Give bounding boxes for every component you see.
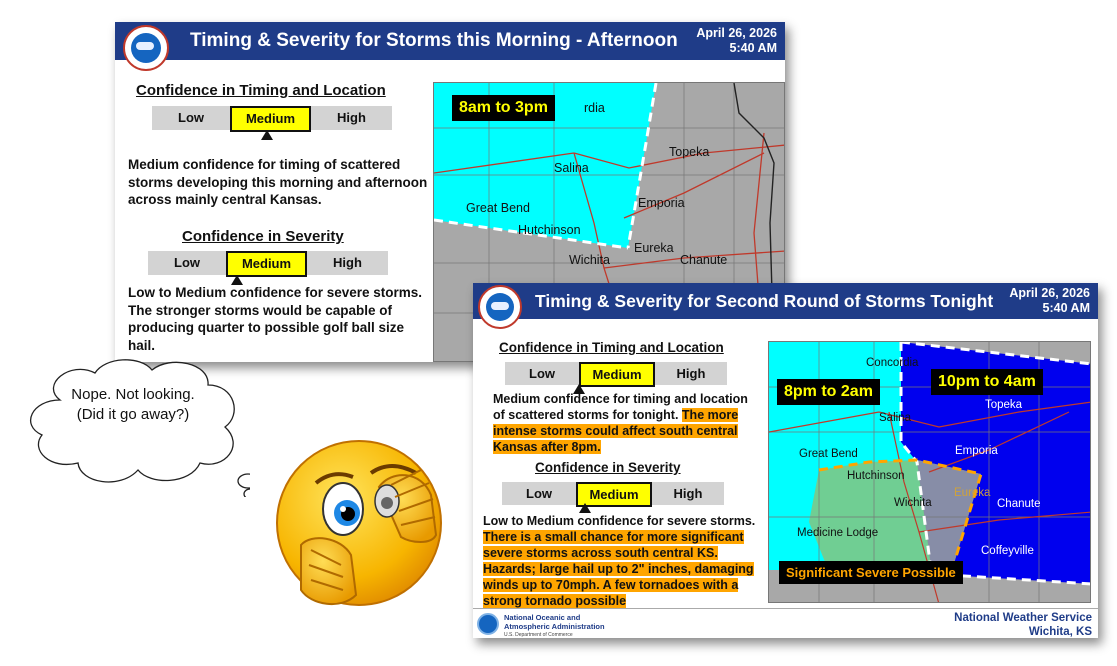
- city-label: Salina: [554, 161, 589, 175]
- city-label: Salina: [879, 412, 911, 424]
- thought-bubble-cloud: [20, 355, 250, 497]
- timing-text: Medium confidence for timing of scattered storms developing this morning and afternoon across mainly central Kansas.: [128, 157, 428, 207]
- severity-highlight-text: There is a small chance for more significant severe storms across south central KS. Hazards; large hail up to 2" inches, damaging winds up to 70mph. A few tornadoes with a strong tornado possible: [483, 530, 754, 608]
- time-window-label-west: 8pm to 2am: [777, 379, 880, 405]
- noaa-line1: National Oceanic and: [504, 613, 581, 622]
- slide-date: [1009, 286, 1090, 316]
- city-label: Concordia: [866, 357, 919, 369]
- scale-low: Low: [178, 110, 204, 125]
- timing-highlight-text: The more intense storms could affect south central Kansas after 8pm.: [493, 408, 739, 454]
- scale-low: Low: [529, 366, 555, 381]
- noaa-logo: [477, 613, 499, 635]
- thought-bubble-text: Nope. Not looking. (Did it go away?): [71, 386, 195, 423]
- time-window-label: 8am to 3pm: [452, 95, 555, 121]
- timing-heading: Confidence in Timing and Location: [499, 340, 724, 355]
- slide-title: Timing & Severity for Storms this Morning - Afternoon: [190, 30, 678, 51]
- city-label: Coffeyville: [981, 545, 1034, 557]
- slide-header: [473, 283, 1098, 319]
- scale-medium: Medium: [576, 482, 652, 507]
- date-text: April 26, 2026: [1009, 286, 1090, 300]
- nws-logo: [123, 25, 169, 71]
- city-label: Wichita: [569, 253, 610, 267]
- city-label: Hutchinson: [847, 470, 905, 482]
- severity-text: [483, 513, 763, 609]
- city-label: Great Bend: [466, 201, 530, 215]
- timing-plain-text: Medium confidence for timing and location of scattered storms for tonight.: [493, 392, 748, 422]
- timing-confidence-scale: [152, 106, 392, 130]
- city-label: Eureka: [634, 241, 674, 255]
- severity-text: Low to Medium confidence for severe storms. The stronger storms would be capable of producing quarter to possible golf ball size hail.: [128, 285, 423, 353]
- scale-low: Low: [526, 486, 552, 501]
- noaa-department: U.S. Department of Commerce: [504, 632, 573, 638]
- severity-heading: Confidence in Severity: [535, 460, 681, 475]
- scale-medium: Medium: [579, 362, 655, 387]
- city-label: rdia: [584, 101, 605, 115]
- noaa-line2: Atmospheric Administration: [504, 622, 605, 631]
- timing-pointer-icon: [261, 130, 273, 140]
- time-text: 5:40 AM: [1042, 301, 1090, 315]
- noaa-name: [504, 613, 605, 631]
- scale-high: High: [673, 486, 703, 501]
- significant-severe-label: Significant Severe Possible: [779, 561, 963, 584]
- kansas-map: [768, 341, 1091, 603]
- slide-second-round-tonight: [473, 283, 1098, 638]
- severity-heading: Confidence in Severity: [182, 228, 344, 245]
- slide-footer: [473, 608, 1098, 638]
- date-text: April 26, 2026: [696, 26, 777, 40]
- slide-header: [115, 22, 785, 60]
- city-label: Emporia: [638, 196, 685, 210]
- city-label: Eureka: [954, 487, 991, 499]
- nws-office: [954, 611, 1092, 638]
- scale-high: High: [333, 255, 362, 270]
- city-label: Topeka: [985, 399, 1023, 411]
- timing-heading: Confidence in Timing and Location: [136, 82, 386, 99]
- severity-confidence-scale: [148, 251, 388, 275]
- city-label: Medicine Lodge: [797, 527, 879, 539]
- time-window-label-east: 10pm to 4am: [931, 369, 1043, 395]
- scale-medium: Medium: [230, 106, 311, 132]
- nws-line1: National Weather Service: [954, 612, 1092, 624]
- city-label: Great Bend: [799, 448, 858, 460]
- severity-plain-text: Low to Medium confidence for severe storms.: [483, 514, 756, 528]
- scale-high: High: [676, 366, 706, 381]
- severity-confidence-scale: [502, 482, 724, 505]
- timing-text: [493, 391, 763, 455]
- severity-pointer-icon: [579, 503, 591, 513]
- scale-high: High: [337, 110, 366, 125]
- timing-confidence-scale: [505, 362, 727, 385]
- city-label: Hutchinson: [518, 223, 581, 237]
- scale-medium: Medium: [226, 251, 307, 277]
- city-label: Chanute: [680, 253, 728, 267]
- city-label: Emporia: [955, 445, 998, 457]
- city-label: Wichita: [894, 497, 932, 509]
- city-label: Topeka: [669, 145, 710, 159]
- slide-date: [696, 26, 777, 56]
- scale-low: Low: [174, 255, 200, 270]
- city-label: Chanute: [997, 498, 1041, 510]
- slide-title: Timing & Severity for Second Round of Storms Tonight: [535, 291, 994, 311]
- covering-eyes-emoji-icon: [271, 425, 456, 620]
- time-text: 5:40 AM: [729, 41, 777, 55]
- nws-logo: [478, 285, 522, 329]
- nws-line2: Wichita, KS: [1028, 626, 1092, 638]
